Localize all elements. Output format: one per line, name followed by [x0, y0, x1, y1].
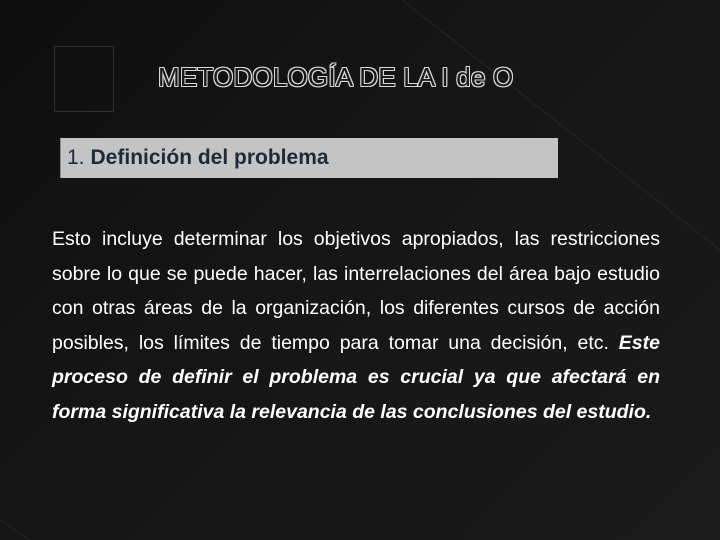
body-plain-text: Esto incluye determinar los objetivos apropiados, las restricciones sobre lo que se puede hacer, las interrelaciones del área bajo estudio con otras áreas de la organización, los diferentes cursos de acción posibles, los límites de tiempo para tomar una decisión, etc.	[52, 228, 660, 354]
section-label: Definición del problema	[90, 146, 329, 169]
section-header-bar	[60, 138, 558, 178]
body-emphasis-text: Este proceso de definir el problema es crucial ya que afectará en forma significativa la relevancia de las conclusiones del estudio.	[52, 331, 660, 423]
page-title: METODOLOGÍA DE LA I de O	[158, 62, 514, 92]
body-paragraph	[52, 222, 660, 429]
section-number: 1.	[67, 146, 85, 169]
decorative-corner-frame	[54, 46, 114, 112]
